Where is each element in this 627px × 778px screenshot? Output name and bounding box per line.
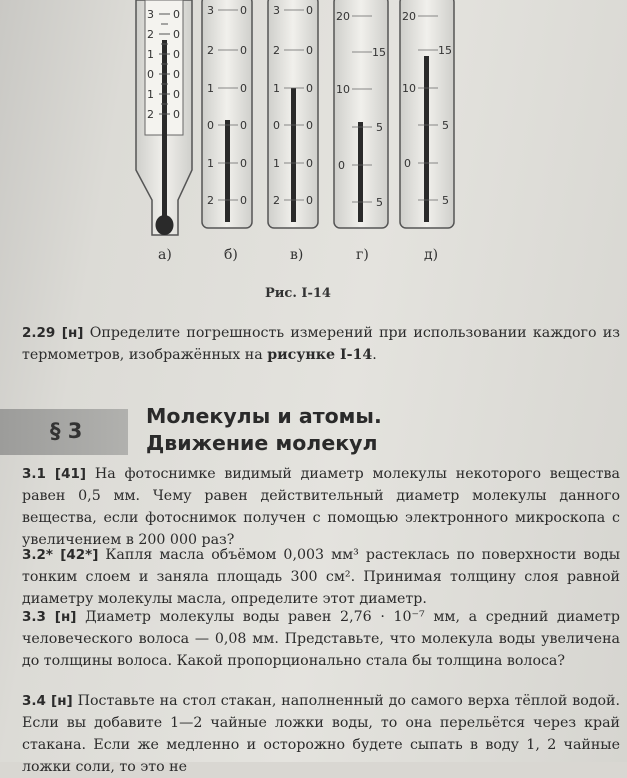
task-text: Определите погрешность измерений при использовании каждого из термометров, изображённых на bbox=[22, 325, 620, 363]
scale-b-5: 2 bbox=[207, 194, 214, 207]
scale-b-z1: 0 bbox=[240, 44, 247, 57]
figure-label-d: д) bbox=[424, 247, 439, 263]
scale-v-z2: 0 bbox=[306, 82, 313, 95]
scale-a-1: 2 bbox=[147, 28, 154, 41]
thermometer-g bbox=[334, 0, 388, 228]
figure-label-g: г) bbox=[356, 247, 369, 263]
scale-b-3: 0 bbox=[207, 119, 214, 132]
scale-b-z0: 0 bbox=[240, 4, 247, 17]
task-number: 2.29 [н] bbox=[22, 325, 84, 341]
figure-caption: Рис. I-14 bbox=[265, 286, 331, 301]
task-text: Диаметр молекулы воды равен 2,76 · 10⁻⁷ мм, а средний диаметр человеческого волоса — 0,08 мм. Представьте, что молекула воды увеличена до толщины волоса. Какой пропорционально стала бы толщина волоса? bbox=[22, 609, 620, 669]
scale-v-2: 1 bbox=[273, 82, 280, 95]
scale-a-2: 1 bbox=[147, 48, 154, 61]
scale-g-4: 0 bbox=[338, 159, 345, 172]
thermometer-a bbox=[136, 0, 192, 235]
task-number: 3.1 [41] bbox=[22, 466, 87, 482]
scale-v-z0: 0 bbox=[306, 4, 313, 17]
scale-b-2: 1 bbox=[207, 82, 214, 95]
task-3-1 bbox=[22, 463, 620, 551]
section-number-tab bbox=[0, 409, 128, 455]
scale-v-0: 3 bbox=[273, 4, 280, 17]
scale-g-2: 10 bbox=[336, 83, 350, 96]
thermometers-figure bbox=[0, 0, 627, 290]
figure-label-a: а) bbox=[158, 247, 172, 263]
thermometer-v bbox=[268, 0, 318, 228]
scale-g-3: 5 bbox=[376, 121, 383, 134]
task-text: На фотоснимке видимый диаметр молекулы некоторого вещества равен 0,5 мм. Чему равен действительный диаметр молекулы данного вещества, если фотоснимок получен с помощью электронного микроскопа с увеличением в 200 000 раз? bbox=[22, 466, 620, 548]
section-title-line2: Движение молекул bbox=[146, 431, 378, 455]
task-3-3 bbox=[22, 606, 620, 672]
section-title-line1: Молекулы и атомы. bbox=[146, 404, 382, 428]
task-3-4 bbox=[22, 690, 620, 778]
scale-a-0: 3 bbox=[147, 8, 154, 21]
scale-b-z2: 0 bbox=[240, 82, 247, 95]
figure-label-v: в) bbox=[290, 247, 304, 263]
scale-a-z4: 0 bbox=[173, 88, 180, 101]
thermometer-b bbox=[202, 0, 252, 228]
task-text: Поставьте на стол стакан, наполненный до самого верха тёплой водой. Если вы добавите 1—2 чайные ложки воды, то она перельётся через край стакана. Если же медленно и осторожно будете сыпать в воду 1, 2 чайные ложки соли, то это не bbox=[22, 693, 620, 775]
task-text-end: . bbox=[372, 347, 377, 363]
scale-a-5: 2 bbox=[147, 108, 154, 121]
scale-v-3: 0 bbox=[273, 119, 280, 132]
task-3-2 bbox=[22, 544, 620, 610]
task-number: 3.2* [42*] bbox=[22, 547, 99, 563]
scale-g-1: 15 bbox=[372, 46, 386, 59]
scale-v-5: 2 bbox=[273, 194, 280, 207]
scale-b-z3: 0 bbox=[240, 119, 247, 132]
task-number: 3.4 [н] bbox=[22, 693, 73, 709]
scale-b-z4: 0 bbox=[240, 157, 247, 170]
section-title bbox=[146, 403, 382, 457]
scale-d-0: 20 bbox=[402, 10, 416, 23]
scale-b-z5: 0 bbox=[240, 194, 247, 207]
thermometer-d bbox=[400, 0, 454, 228]
task-2-29 bbox=[22, 322, 620, 366]
scale-b-4: 1 bbox=[207, 157, 214, 170]
scale-d-4: 0 bbox=[404, 157, 411, 170]
figure-reference: рисунке I-14 bbox=[267, 347, 373, 363]
scale-a-z0: 0 bbox=[173, 8, 180, 21]
scale-a-4: 1 bbox=[147, 88, 154, 101]
scale-v-4: 1 bbox=[273, 157, 280, 170]
scale-g-5: 5 bbox=[376, 196, 383, 209]
scale-v-z5: 0 bbox=[306, 194, 313, 207]
scale-b-0: 3 bbox=[207, 4, 214, 17]
scale-a-3: 0 bbox=[147, 68, 154, 81]
figure-label-b: б) bbox=[224, 247, 238, 263]
scale-a-z3: 0 bbox=[173, 68, 180, 81]
scale-v-z4: 0 bbox=[306, 157, 313, 170]
section-number: § 3 bbox=[50, 419, 83, 443]
scale-d-3: 5 bbox=[442, 119, 449, 132]
scale-a-z5: 0 bbox=[173, 108, 180, 121]
scale-d-5: 5 bbox=[442, 194, 449, 207]
scale-a-z1: 0 bbox=[173, 28, 180, 41]
scale-b-1: 2 bbox=[207, 44, 214, 57]
scale-a-z2: 0 bbox=[173, 48, 180, 61]
task-text: Капля масла объёмом 0,003 мм³ растеклась по поверхности воды тонким слоем и заняла площадь 300 см². Принимая толщину слоя равной диаметру молекулы масла, определите этот диаметр. bbox=[22, 547, 620, 607]
section-header bbox=[0, 403, 627, 463]
scale-d-1: 15 bbox=[438, 44, 452, 57]
task-number: 3.3 [н] bbox=[22, 609, 77, 625]
scale-d-2: 10 bbox=[402, 82, 416, 95]
scale-v-z1: 0 bbox=[306, 44, 313, 57]
scale-v-1: 2 bbox=[273, 44, 280, 57]
scale-v-z3: 0 bbox=[306, 119, 313, 132]
scale-g-0: 20 bbox=[336, 10, 350, 23]
